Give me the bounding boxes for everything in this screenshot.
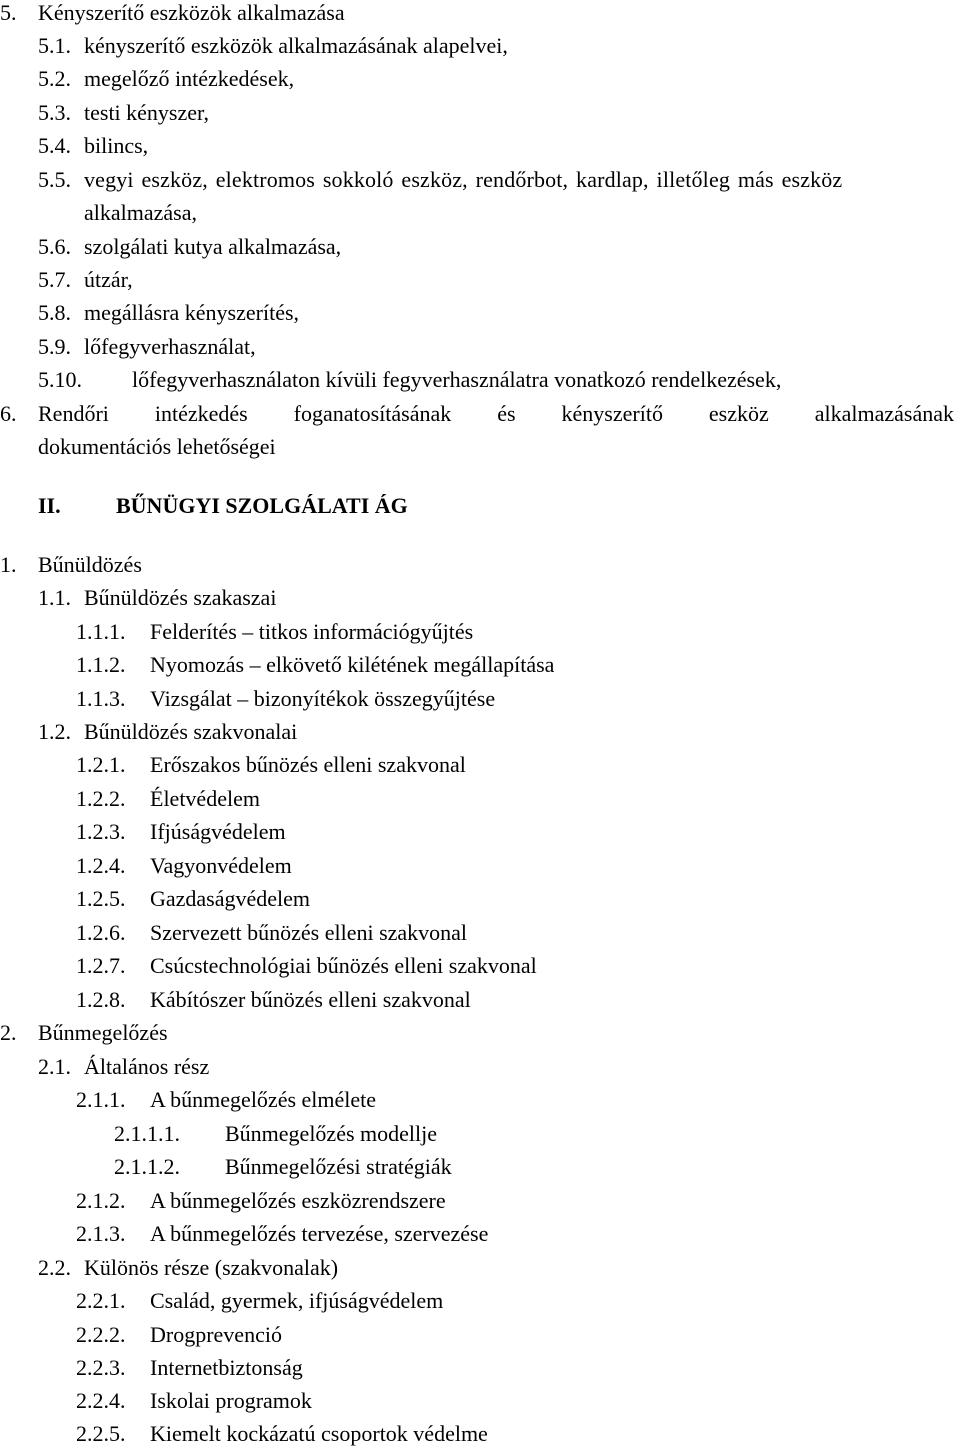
item-text: Ifjúságvédelem bbox=[150, 819, 286, 844]
outline-item bbox=[0, 0, 345, 26]
item-number: 2.2.1. bbox=[76, 1288, 126, 1313]
outline-item bbox=[38, 267, 133, 293]
item-number: 5.6. bbox=[38, 234, 71, 259]
item-text: A bűnmegelőzés elmélete bbox=[150, 1087, 377, 1112]
item-text: Internetbiztonság bbox=[150, 1355, 303, 1380]
heading-number: II. bbox=[38, 493, 61, 518]
outline-item bbox=[38, 585, 276, 611]
item-number: 5.1. bbox=[38, 33, 71, 58]
item-number: 2.1.1.2. bbox=[114, 1154, 180, 1179]
item-text: vegyi eszköz, elektromos sokkoló eszköz, rendőrbot, kardlap, illetőleg más eszköz bbox=[84, 167, 843, 192]
item-text: kényszerítő eszközök alkalmazásának alapelvei, bbox=[84, 33, 508, 58]
outline-item bbox=[76, 987, 471, 1013]
item-text: Erőszakos bűnözés elleni szakvonal bbox=[150, 752, 466, 777]
outline-item-continuation bbox=[84, 200, 197, 226]
outline-item bbox=[38, 100, 209, 126]
item-text: Nyomozás – elkövető kilétének megállapítása bbox=[150, 652, 555, 677]
item-number: 5.4. bbox=[38, 133, 71, 158]
item-text: Iskolai programok bbox=[150, 1388, 312, 1413]
outline-item-text bbox=[38, 401, 954, 427]
outline-item bbox=[76, 652, 554, 678]
item-number: 5.3. bbox=[38, 100, 71, 125]
outline-item bbox=[76, 686, 495, 712]
item-number: 5.10. bbox=[38, 367, 82, 392]
outline-item bbox=[0, 552, 142, 578]
outline-item bbox=[76, 619, 473, 645]
item-text: Különös része (szakvonalak) bbox=[84, 1255, 339, 1280]
item-number: 5.5. bbox=[38, 167, 71, 192]
outline-item-continuation bbox=[38, 434, 276, 460]
outline-item bbox=[76, 1188, 446, 1214]
outline-item bbox=[38, 719, 297, 745]
section-heading bbox=[38, 493, 408, 519]
outline-item bbox=[38, 234, 341, 260]
outline-item bbox=[76, 752, 466, 778]
item-number: 1.1. bbox=[38, 585, 71, 610]
item-text: Bűnüldözés szakvonalai bbox=[84, 719, 298, 744]
outline-item bbox=[76, 1221, 488, 1247]
outline-item bbox=[38, 300, 299, 326]
item-number: 5.9. bbox=[38, 334, 71, 359]
item-number: 2.1.1.1. bbox=[114, 1121, 180, 1146]
heading-text: BŰNÜGYI SZOLGÁLATI ÁG bbox=[116, 493, 408, 518]
item-number: 1.2.6. bbox=[76, 920, 126, 945]
item-text: A bűnmegelőzés tervezése, szervezése bbox=[150, 1221, 489, 1246]
item-number: 2.1. bbox=[38, 1054, 71, 1079]
outline-item bbox=[114, 1121, 437, 1147]
outline-item bbox=[76, 1388, 312, 1414]
item-text: Kiemelt kockázatú csoportok védelme bbox=[150, 1421, 488, 1446]
item-number: 1.2.2. bbox=[76, 786, 126, 811]
item-number: 2.1.1. bbox=[76, 1087, 126, 1112]
item-number: 1.2.5. bbox=[76, 886, 126, 911]
item-number: 2. bbox=[0, 1020, 17, 1045]
item-text: Gazdaságvédelem bbox=[150, 886, 311, 911]
item-number: 1.2.7. bbox=[76, 953, 126, 978]
outline-item bbox=[76, 886, 310, 912]
item-number: 2.2.2. bbox=[76, 1322, 126, 1347]
outline-item bbox=[76, 1421, 488, 1447]
item-number: 1.2. bbox=[38, 719, 71, 744]
item-text: bilincs, bbox=[84, 133, 149, 158]
outline-item bbox=[76, 1355, 303, 1381]
item-text: Drogprevenció bbox=[150, 1322, 282, 1347]
item-text: Rendőri intézkedés foganatosításának és kényszerítő eszköz alkalmazásának bbox=[38, 401, 954, 426]
item-number: 1.1.3. bbox=[76, 686, 126, 711]
outline-item bbox=[76, 819, 286, 845]
item-text: Bűnmegelőzés bbox=[38, 1020, 168, 1045]
item-number: 1.1.2. bbox=[76, 652, 126, 677]
item-text: megállásra kényszerítés, bbox=[84, 300, 300, 325]
item-text: Felderítés – titkos információgyűjtés bbox=[150, 619, 474, 644]
item-text: Csúcstechnológiai bűnözés elleni szakvonal bbox=[150, 953, 537, 978]
outline-item bbox=[38, 133, 148, 159]
item-text: Életvédelem bbox=[150, 786, 260, 811]
outline-item bbox=[76, 1087, 376, 1113]
outline-item bbox=[38, 33, 508, 59]
item-number: 2.2.3. bbox=[76, 1355, 126, 1380]
item-number: 5.2. bbox=[38, 66, 71, 91]
item-number: 1.2.8. bbox=[76, 987, 126, 1012]
item-number: 5.7. bbox=[38, 267, 71, 292]
outline-item bbox=[38, 1255, 338, 1281]
item-number: 2.1.3. bbox=[76, 1221, 126, 1246]
item-text: Szervezett bűnözés elleni szakvonal bbox=[150, 920, 468, 945]
outline-item bbox=[0, 401, 38, 427]
item-text: lőfegyverhasználat, bbox=[84, 334, 256, 359]
item-text: dokumentációs lehetőségei bbox=[38, 434, 276, 459]
outline-item bbox=[76, 1288, 443, 1314]
item-text: Bűnüldözés szakaszai bbox=[84, 585, 277, 610]
item-text: Család, gyermek, ifjúságvédelem bbox=[150, 1288, 444, 1313]
item-text: Általános rész bbox=[84, 1054, 210, 1079]
item-text: Kényszerítő eszközök alkalmazása bbox=[38, 0, 345, 25]
item-text: lőfegyverhasználaton kívüli fegyverhasználatra vonatkozó rendelkezések, bbox=[132, 367, 782, 392]
item-number: 5.8. bbox=[38, 300, 71, 325]
item-number: 2.2. bbox=[38, 1255, 71, 1280]
outline-item bbox=[114, 1154, 452, 1180]
outline-item bbox=[38, 66, 294, 92]
item-text: Kábítószer bűnözés elleni szakvonal bbox=[150, 987, 471, 1012]
outline-item bbox=[38, 367, 781, 393]
item-text: testi kényszer, bbox=[84, 100, 209, 125]
item-text: szolgálati kutya alkalmazása, bbox=[84, 234, 342, 259]
item-number: 1.1.1. bbox=[76, 619, 126, 644]
item-number: 1.2.1. bbox=[76, 752, 126, 777]
outline-item bbox=[76, 953, 537, 979]
item-number: 5. bbox=[0, 0, 17, 25]
item-number: 1. bbox=[0, 552, 17, 577]
item-number: 6. bbox=[0, 401, 17, 426]
item-number: 2.1.2. bbox=[76, 1188, 126, 1213]
item-text: útzár, bbox=[84, 267, 133, 292]
item-text: Bűnmegelőzési stratégiák bbox=[225, 1154, 452, 1179]
outline-item bbox=[76, 1322, 282, 1348]
item-text: Bűnüldözés bbox=[38, 552, 142, 577]
outline-item bbox=[0, 1020, 168, 1046]
outline-item bbox=[76, 920, 467, 946]
item-number: 2.2.4. bbox=[76, 1388, 126, 1413]
outline-item bbox=[76, 786, 260, 812]
item-text: alkalmazása, bbox=[84, 200, 197, 225]
item-number: 1.2.3. bbox=[76, 819, 126, 844]
item-text: Vagyonvédelem bbox=[150, 853, 292, 878]
item-text: megelőző intézkedések, bbox=[84, 66, 295, 91]
outline-item bbox=[38, 167, 842, 193]
outline-item bbox=[38, 1054, 209, 1080]
item-number: 1.2.4. bbox=[76, 853, 126, 878]
item-text: Vizsgálat – bizonyítékok összegyűjtése bbox=[150, 686, 496, 711]
outline-item bbox=[76, 853, 292, 879]
item-text: A bűnmegelőzés eszközrendszere bbox=[150, 1188, 446, 1213]
item-number: 2.2.5. bbox=[76, 1421, 126, 1446]
item-text: Bűnmegelőzés modellje bbox=[225, 1121, 437, 1146]
outline-item bbox=[38, 334, 256, 360]
